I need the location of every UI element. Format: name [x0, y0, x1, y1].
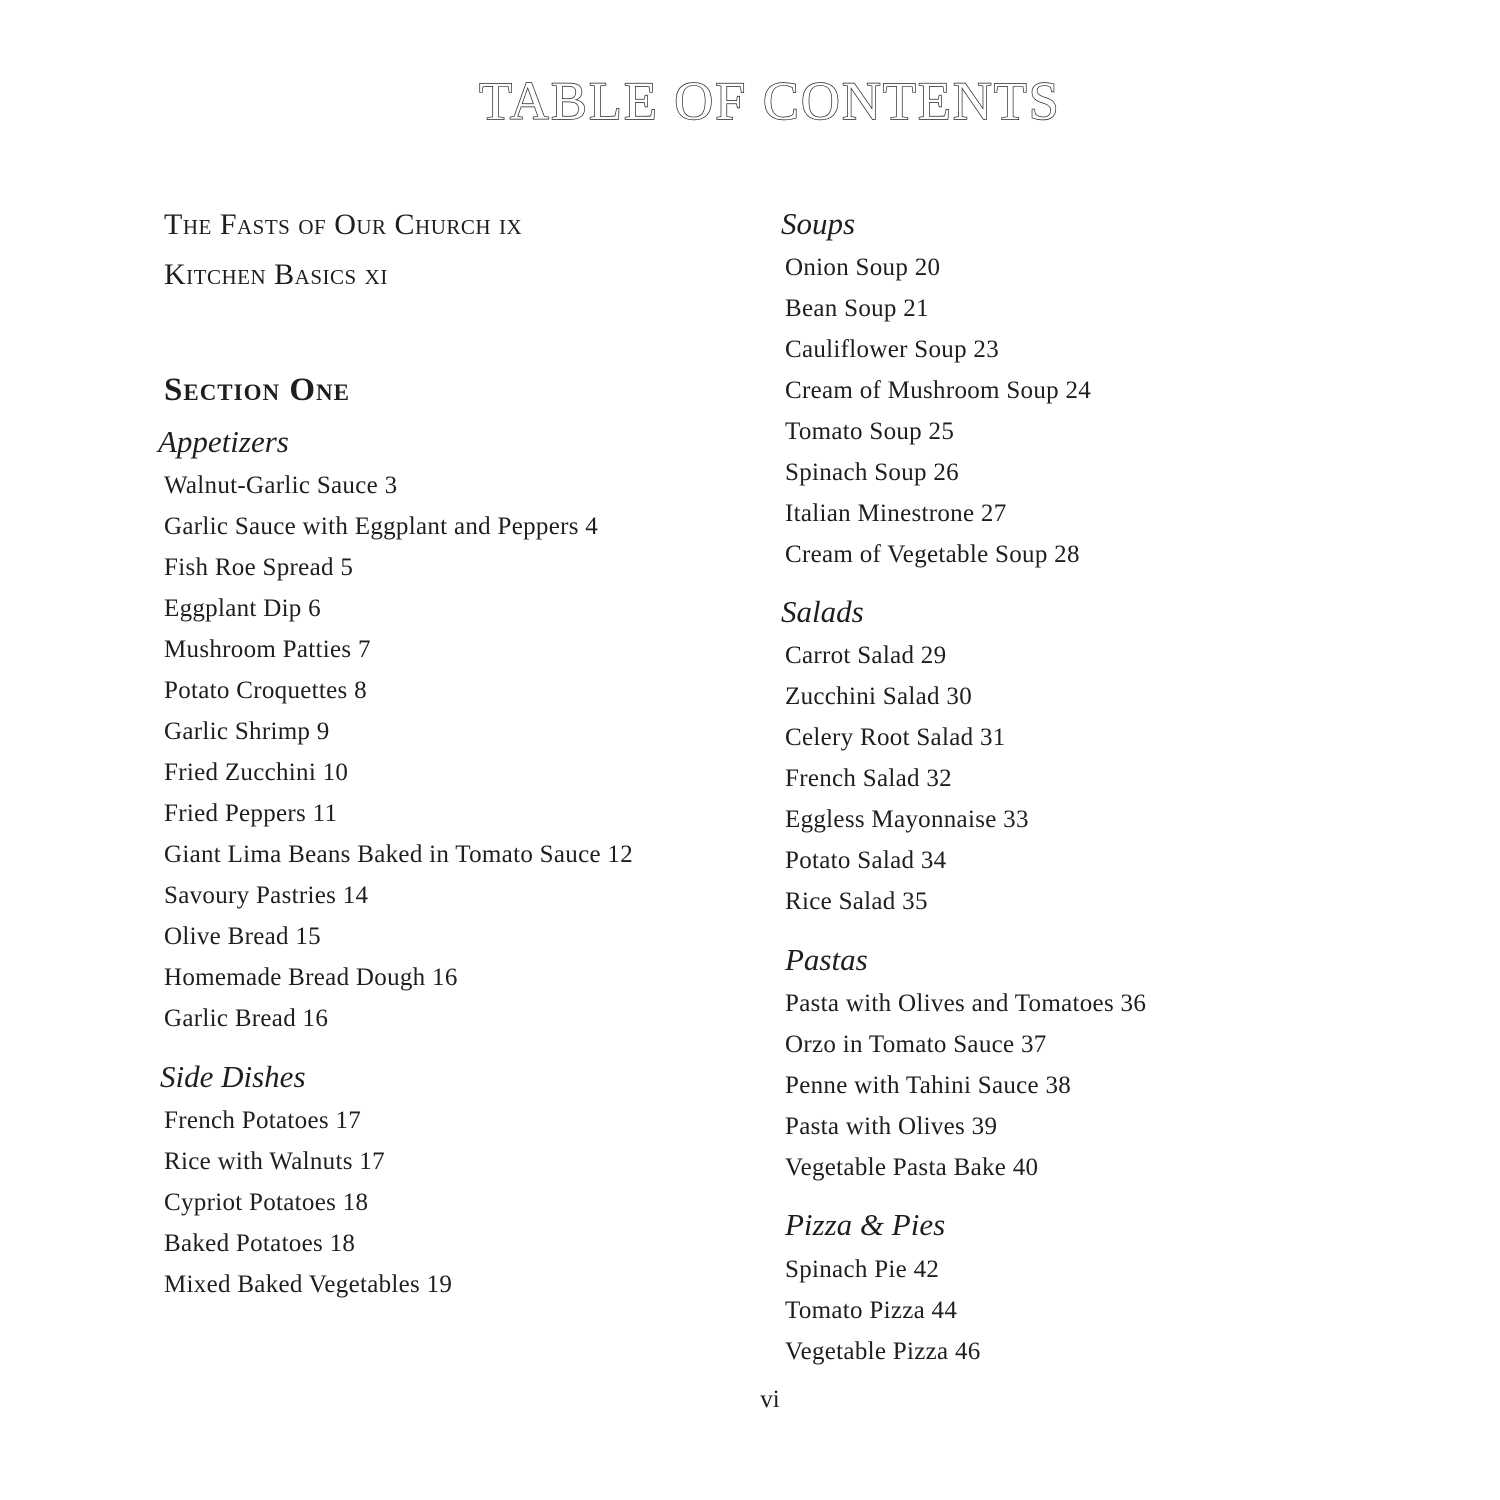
toc-entry[interactable]: Spinach Soup 26 [785, 459, 959, 486]
category-heading-pastas: Pastas [785, 942, 868, 977]
toc-entry[interactable]: Garlic Shrimp 9 [164, 718, 330, 745]
toc-entry[interactable]: Italian Minestrone 27 [785, 500, 1007, 527]
toc-entry[interactable]: Baked Potatoes 18 [164, 1230, 356, 1257]
front-matter-item[interactable]: The Fasts of Our Church ix [164, 208, 523, 241]
toc-entry[interactable]: Cypriot Potatoes 18 [164, 1189, 369, 1216]
toc-entry[interactable]: Olive Bread 15 [164, 923, 321, 950]
toc-entry[interactable]: Cauliflower Soup 23 [785, 336, 1000, 363]
toc-entry[interactable]: Pasta with Olives and Tomatoes 36 [785, 990, 1147, 1017]
toc-entry[interactable]: Fish Roe Spread 5 [164, 554, 354, 581]
toc-entry[interactable]: Potato Salad 34 [785, 847, 947, 874]
toc-entry[interactable]: Eggplant Dip 6 [164, 595, 321, 622]
section-heading: Section One [164, 372, 350, 408]
toc-entry[interactable]: Celery Root Salad 31 [785, 724, 1006, 751]
toc-entry[interactable]: Carrot Salad 29 [785, 642, 947, 669]
front-matter-item[interactable]: Kitchen Basics xi [164, 258, 388, 291]
category-heading-soups: Soups [781, 206, 856, 241]
toc-entry[interactable]: Homemade Bread Dough 16 [164, 964, 458, 991]
toc-entry[interactable]: Mushroom Patties 7 [164, 636, 371, 663]
toc-entry[interactable]: Walnut-Garlic Sauce 3 [164, 472, 398, 499]
toc-entry[interactable]: Rice Salad 35 [785, 888, 928, 915]
toc-entry[interactable]: Mixed Baked Vegetables 19 [164, 1271, 453, 1298]
category-heading-appetizers: Appetizers [158, 424, 289, 459]
toc-entry[interactable]: Giant Lima Beans Baked in Tomato Sauce 12 [164, 841, 634, 868]
toc-entry[interactable]: Garlic Bread 16 [164, 1005, 329, 1032]
toc-entry[interactable]: French Salad 32 [785, 765, 952, 792]
toc-entry[interactable]: Vegetable Pizza 46 [785, 1338, 981, 1365]
toc-entry[interactable]: Zucchini Salad 30 [785, 683, 972, 710]
toc-entry[interactable]: Savoury Pastries 14 [164, 882, 369, 909]
toc-entry[interactable]: French Potatoes 17 [164, 1107, 362, 1134]
toc-entry[interactable]: Garlic Sauce with Eggplant and Peppers 4 [164, 513, 599, 540]
toc-entry[interactable]: Potato Croquettes 8 [164, 677, 367, 704]
toc-entry[interactable]: Cream of Mushroom Soup 24 [785, 377, 1092, 404]
page-number: vi [760, 1386, 780, 1413]
toc-entry[interactable]: Cream of Vegetable Soup 28 [785, 541, 1080, 568]
toc-entry[interactable]: Spinach Pie 42 [785, 1256, 940, 1283]
toc-entry[interactable]: Orzo in Tomato Sauce 37 [785, 1031, 1047, 1058]
category-heading-salads: Salads [781, 594, 864, 629]
toc-entry[interactable]: Vegetable Pasta Bake 40 [785, 1154, 1039, 1181]
toc-entry[interactable]: Pasta with Olives 39 [785, 1113, 998, 1140]
toc-entry[interactable]: Tomato Pizza 44 [785, 1297, 958, 1324]
toc-entry[interactable]: Onion Soup 20 [785, 254, 941, 281]
toc-entry[interactable]: Fried Zucchini 10 [164, 759, 349, 786]
toc-entry[interactable]: Bean Soup 21 [785, 295, 929, 322]
toc-entry[interactable]: Rice with Walnuts 17 [164, 1148, 385, 1175]
category-heading-side-dishes: Side Dishes [160, 1059, 306, 1094]
toc-entry[interactable]: Eggless Mayonnaise 33 [785, 806, 1029, 833]
category-heading-pizza-pies: Pizza & Pies [785, 1207, 946, 1242]
toc-entry[interactable]: Tomato Soup 25 [785, 418, 955, 445]
page-title: TABLE OF CONTENTS [479, 71, 1061, 131]
toc-entry[interactable]: Fried Peppers 11 [164, 800, 338, 827]
toc-entry[interactable]: Penne with Tahini Sauce 38 [785, 1072, 1072, 1099]
